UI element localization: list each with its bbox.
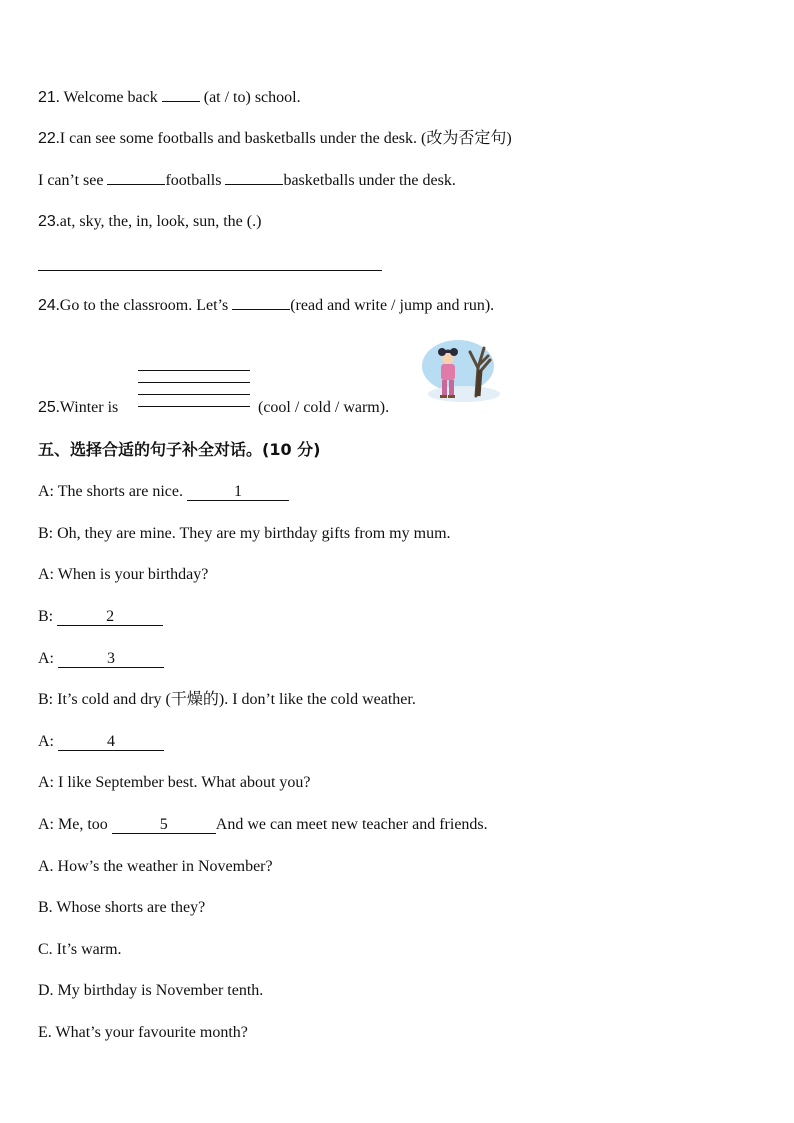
answer-text: basketballs under the desk. [283, 172, 456, 189]
dialogue-text: A: [38, 733, 58, 750]
dialogue-text: A: [38, 650, 58, 667]
dialogue-line [38, 815, 488, 835]
question-21 [38, 87, 301, 108]
dialogue-text: A: I like September best. What about you? [38, 774, 311, 791]
dialogue-text: A: The shorts are nice. [38, 483, 187, 500]
answer-blank[interactable] [162, 87, 200, 102]
question-text: (at / to) school. [199, 89, 301, 106]
dialogue-text: A: Me, too [38, 816, 112, 833]
answer-blank[interactable] [225, 170, 283, 185]
dialogue-blank-5[interactable]: 5 [112, 817, 216, 834]
question-25 [38, 398, 118, 418]
stacked-answer-lines[interactable] [138, 370, 250, 418]
question-text: . Welcome back [55, 89, 162, 106]
question-22-answer [38, 170, 456, 191]
question-23 [38, 212, 261, 232]
dialogue-text: And we can meet new teacher and friends. [215, 816, 488, 833]
dialogue-line [38, 732, 164, 752]
answer-blank[interactable] [107, 170, 165, 185]
answer-write-line[interactable] [38, 270, 382, 271]
question-number: 22 [38, 130, 56, 147]
option-b: B. Whose shorts are they? [38, 899, 206, 916]
question-number: 21 [38, 89, 56, 106]
question-text: .I can see some footballs and basketballs under the desk. (改为否定句) [55, 130, 512, 147]
answer-blank[interactable] [232, 295, 290, 310]
dialogue-blank-2[interactable]: 2 [57, 609, 163, 626]
dialogue-line [38, 607, 163, 627]
dialogue-blank-4[interactable]: 4 [58, 734, 164, 751]
section-five-heading: 五、选择合适的句子补全对话。(10 分) [38, 440, 321, 459]
dialogue-line [38, 482, 289, 502]
question-text: (read and write / jump and run). [290, 297, 495, 314]
question-number: 25 [38, 399, 56, 416]
option-d: D. My birthday is November tenth. [38, 982, 264, 999]
option-e: E. What’s your favourite month? [38, 1024, 248, 1041]
question-text: (cool / cold / warm). [258, 399, 390, 416]
question-text: .at, sky, the, in, look, sun, the (.) [55, 213, 262, 230]
question-text: .Winter is [55, 399, 119, 416]
answer-text: footballs [165, 172, 226, 189]
dialogue-text: A: When is your birthday? [38, 566, 209, 583]
option-a: A. How’s the weather in November? [38, 858, 273, 875]
dialogue-text: B: It’s cold and dry (干燥的). I don’t like the cold weather. [38, 691, 416, 708]
dialogue-line [38, 773, 311, 793]
question-text: .Go to the classroom. Let’s [55, 297, 233, 314]
dialogue-blank-1[interactable]: 1 [187, 484, 289, 501]
dialogue-line [38, 565, 208, 585]
dialogue-text: B: Oh, they are mine. They are my birthday gifts from my mum. [38, 525, 451, 542]
question-number: 23 [38, 213, 56, 230]
question-22 [38, 129, 512, 149]
question-25-options [258, 398, 389, 418]
dialogue-line [38, 649, 164, 669]
question-number: 24 [38, 297, 56, 314]
dialogue-line [38, 524, 451, 544]
dialogue-blank-3[interactable]: 3 [58, 651, 164, 668]
answer-text: I can’t see [38, 172, 108, 189]
option-c: C. It’s warm. [38, 941, 122, 958]
dialogue-line [38, 690, 416, 710]
dialogue-text: B: [38, 608, 58, 625]
question-24 [38, 295, 494, 316]
girl-by-winter-tree-icon [418, 338, 502, 408]
